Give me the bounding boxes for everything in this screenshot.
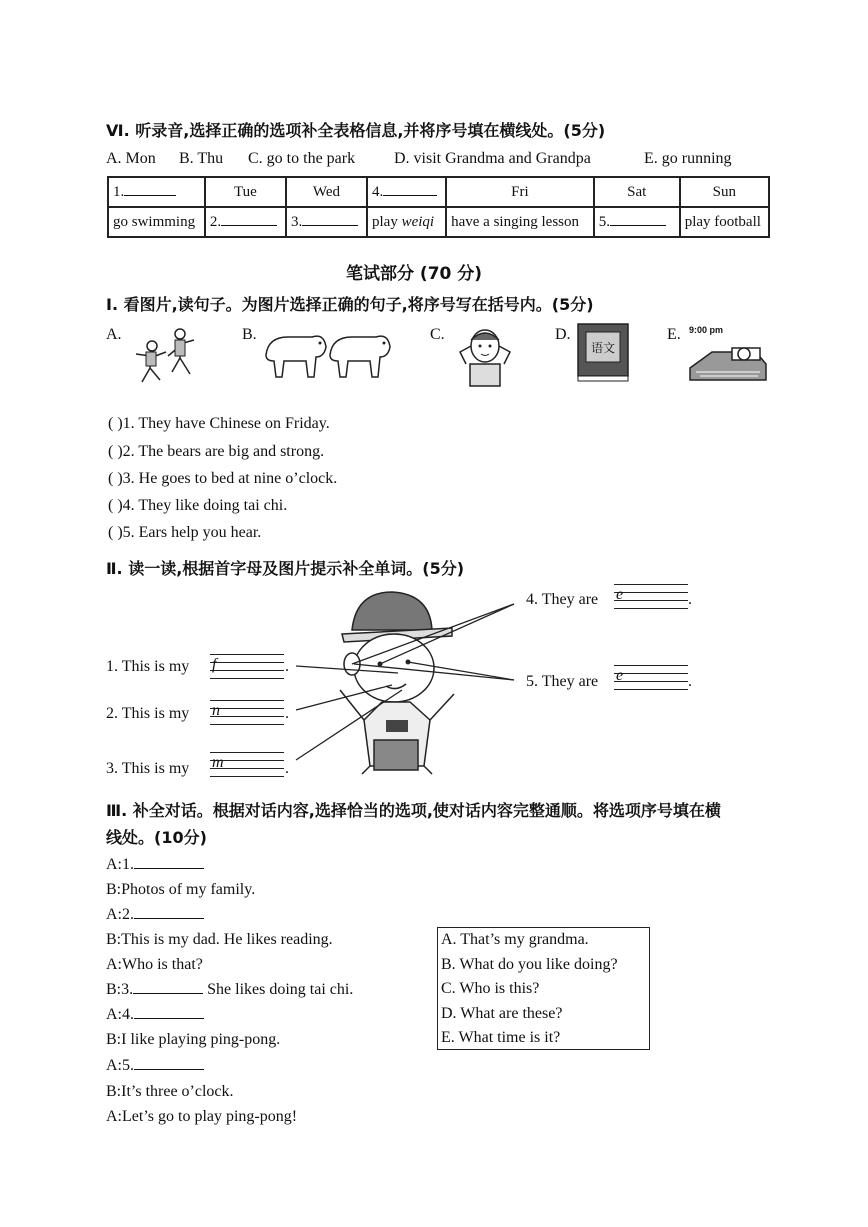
dialogue-line: B:This is my dad. He likes reading. [106,931,333,948]
table-cell: play weiqi [367,207,446,237]
period: . [688,591,692,608]
section-6-option-a: A. Mon [106,150,156,167]
dialogue-line[interactable]: B:3. She likes doing tai chi. [106,981,354,998]
section-2-title: Ⅱ. 读一读,根据首字母及图片提示补全单词。(5分) [106,559,465,578]
table-cell[interactable]: 5. [594,207,680,237]
word-item-3: 3. This is my [106,760,190,777]
list-item: ( )3. He goes to bed at nine o’clock. [108,470,338,487]
table-cell[interactable]: 1. [108,177,205,207]
pic-label-e: E. [667,326,681,343]
table-cell: Sat [594,177,680,207]
word-item-2: 2. This is my [106,705,190,722]
table-row [108,177,769,207]
table-cell[interactable]: 3. [286,207,367,237]
period: . [285,760,289,777]
dialogue-line: A:Let’s go to play ping-pong! [106,1108,298,1125]
period: . [285,705,289,722]
fill-lines-2[interactable]: n [210,700,284,730]
clock-time-label: 9:00 pm [689,325,724,335]
period: . [285,658,289,675]
boy-illustration [282,570,522,775]
section-6-option-d: D. visit Grandma and Grandpa [394,150,591,167]
table-cell: Tue [205,177,286,207]
dialogue-line[interactable]: A:4. [106,1006,204,1024]
option-c: C. Who is this? [441,980,540,997]
table-cell[interactable]: 2. [205,207,286,237]
dialogue-line: B:It’s three o’clock. [106,1083,234,1100]
list-item: ( )4. They like doing tai chi. [108,497,288,514]
fill-lines-1[interactable]: f [210,654,284,684]
table-cell[interactable]: 4. [367,177,446,207]
section-6-option-c: C. go to the park [248,150,356,167]
section-6-title: Ⅵ. 听录音,选择正确的选项补全表格信息,并将序号填在横线处。(5分) [106,121,606,140]
table-cell: go swimming [108,207,205,237]
dialogue-line[interactable]: A:5. [106,1057,204,1075]
list-item: ( )5. Ears help you hear. [108,524,262,541]
fill-lines-4[interactable]: e [614,584,688,614]
option-a: A. That’s my grandma. [441,931,589,948]
fill-lines-5[interactable]: e [614,665,688,695]
pic-label-a: A. [106,326,122,343]
section-3-title-line2: 线处。(10分) [106,828,207,847]
option-e: E. What time is it? [441,1029,561,1046]
period: . [688,673,692,690]
options-box [437,927,650,1050]
option-d: D. What are these? [441,1004,563,1022]
word-item-1: 1. This is my [106,658,190,675]
chinese-book-picture [576,322,632,384]
word-item-4: 4. They are [526,591,599,608]
word-item-5: 5. They are [526,673,599,690]
written-part-heading: 笔试部分 (70 分) [346,264,483,284]
dialogue-line[interactable]: A:1. [106,856,204,874]
table-cell: play football [680,207,769,237]
list-item: ( )2. The bears are big and strong. [108,443,325,460]
table-cell: Wed [286,177,367,207]
dialogue-line: B:Photos of my family. [106,881,256,898]
section-1-title: Ⅰ. 看图片,读句子。为图片选择正确的句子,将序号写在括号内。(5分) [106,295,594,314]
dialogue-line: A:Who is that? [106,956,203,973]
section-6-option-e: E. go running [644,150,732,167]
pic-label-c: C. [430,326,445,343]
dialogue-line: B:I like playing ping-pong. [106,1031,281,1048]
option-b: B. What do you like doing? [441,955,618,973]
list-item: ( )1. They have Chinese on Friday. [108,415,330,432]
table-cell: have a singing lesson [446,207,594,237]
pic-label-d: D. [555,326,571,343]
dialogue-line[interactable]: A:2. [106,906,204,924]
tai-chi-picture [122,326,210,386]
fill-lines-3[interactable]: m [210,752,284,782]
ears-picture [452,324,518,388]
table-cell: Fri [446,177,594,207]
bedtime-picture [686,338,770,386]
bears-picture [258,325,394,383]
book-title-text: 语文 [590,341,616,355]
section-3-title-line1: Ⅲ. 补全对话。根据对话内容,选择恰当的选项,使对话内容完整通顺。将选项序号填在横 [106,801,721,820]
section-6-option-b: B. Thu [179,150,224,167]
schedule-table [107,176,770,238]
table-cell: Sun [680,177,769,207]
pic-label-b: B. [242,326,257,343]
table-row [108,207,769,237]
